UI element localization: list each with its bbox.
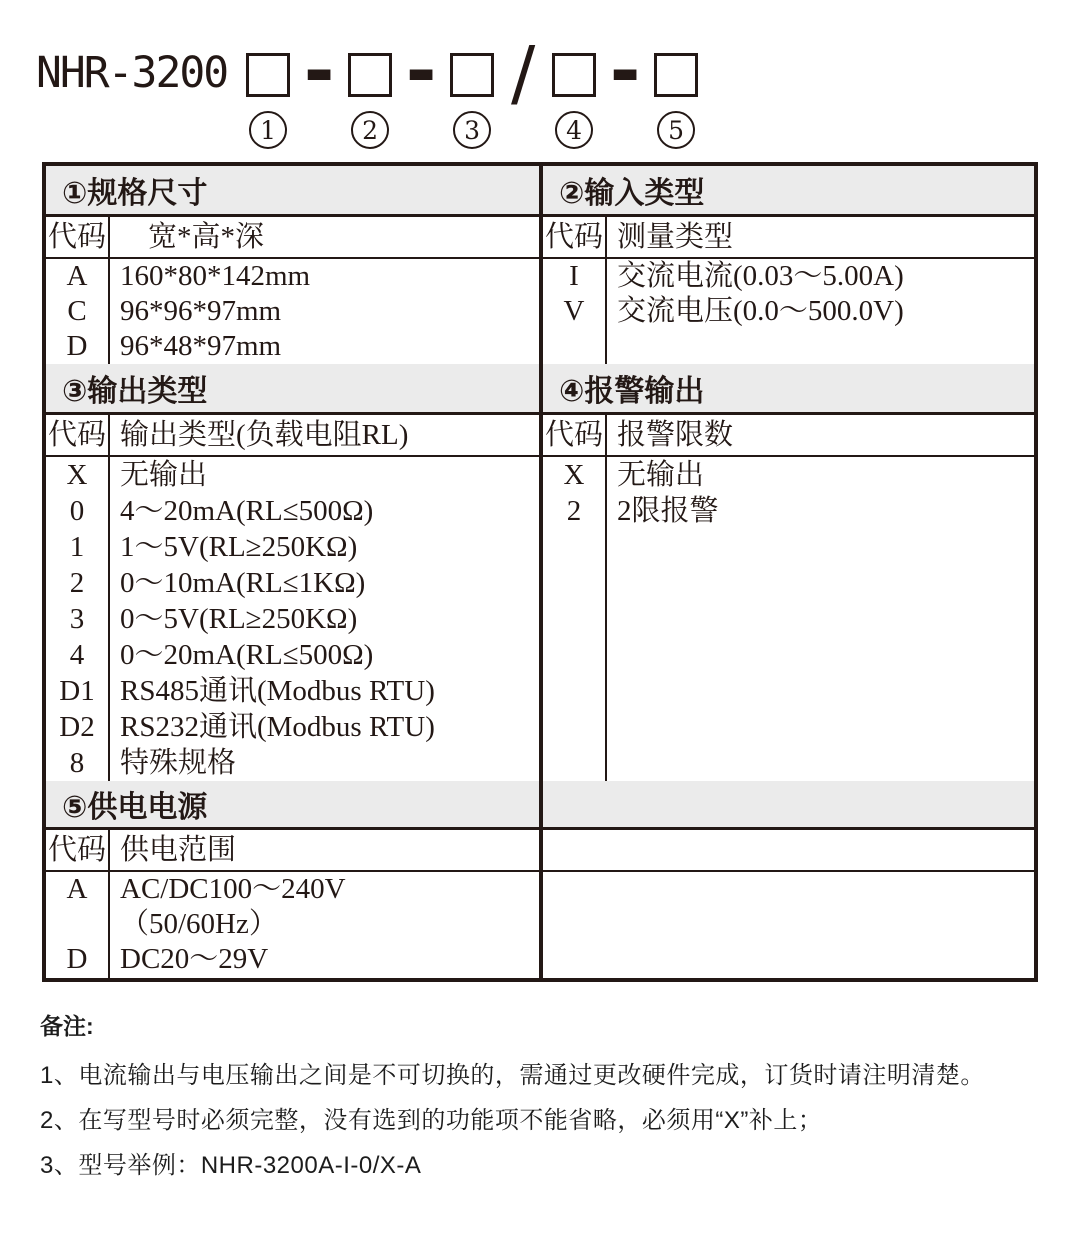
desc-cell: 4～20mA(RL≤500Ω) bbox=[120, 495, 374, 527]
notes-title: 备注: bbox=[40, 1013, 94, 1039]
spec-table bbox=[42, 162, 1038, 982]
data-block-2 bbox=[46, 457, 1034, 781]
empty-cell bbox=[543, 830, 1034, 870]
power-desc-column bbox=[110, 872, 539, 978]
model-code-box-2 bbox=[348, 53, 392, 97]
output-code-column bbox=[46, 457, 110, 781]
input-code-column bbox=[543, 259, 607, 364]
circled-number-1: 1 bbox=[249, 111, 287, 149]
dash-separator-1: - bbox=[303, 28, 335, 114]
model-slot-2 bbox=[347, 48, 393, 149]
size-header-cell: 宽*高*深 bbox=[148, 221, 265, 253]
note-item-2: 2、在写型号时必须完整，没有选到的功能项不能省略，必须用“X”补上； bbox=[40, 1107, 823, 1134]
desc-cell: RS485通讯(Modbus RTU) bbox=[120, 675, 435, 707]
circled-number-4: 4 bbox=[555, 111, 593, 149]
desc-cell: （50/60Hz） bbox=[120, 908, 278, 940]
code-cell: V bbox=[563, 295, 585, 327]
section-header-output: ③输出类型 bbox=[46, 364, 543, 412]
desc-cell: 无输出 bbox=[617, 459, 705, 491]
code-cell: D2 bbox=[59, 711, 95, 743]
section-header-row-3 bbox=[46, 781, 1034, 830]
model-slot-1 bbox=[245, 48, 291, 149]
slash-separator: / bbox=[510, 31, 536, 115]
code-cell: 2 bbox=[566, 495, 582, 527]
code-header-cell: 代码 bbox=[543, 217, 607, 257]
desc-cell: RS232通讯(Modbus RTU) bbox=[120, 711, 435, 743]
model-code-box-5 bbox=[654, 53, 698, 97]
circled-number-5: 5 bbox=[657, 111, 695, 149]
code-cell: D bbox=[66, 330, 88, 362]
circled-number-2: 2 bbox=[351, 111, 389, 149]
desc-cell: DC20～29V bbox=[120, 943, 269, 975]
data-block-1 bbox=[46, 259, 1034, 364]
model-slot-4 bbox=[551, 48, 597, 149]
desc-cell: 2限报警 bbox=[617, 495, 719, 527]
desc-cell: AC/DC100～240V bbox=[120, 873, 346, 905]
desc-cell: 1～5V(RL≥250KΩ) bbox=[120, 531, 358, 563]
alarm-code-column bbox=[543, 457, 607, 781]
power-range-header-cell: 供电范围 bbox=[120, 834, 237, 866]
measure-type-header-cell: 测量类型 bbox=[617, 221, 734, 253]
code-cell: 4 bbox=[69, 639, 85, 671]
desc-cell: 交流电压(0.0～500.0V) bbox=[617, 295, 904, 327]
desc-cell: 无输出 bbox=[120, 459, 208, 491]
output-desc-column bbox=[110, 457, 539, 781]
desc-cell: 160*80*142mm bbox=[120, 260, 311, 292]
column-header-row-2 bbox=[46, 415, 1034, 457]
model-code-box-4 bbox=[552, 53, 596, 97]
column-header-row-3 bbox=[46, 830, 1034, 872]
code-cell: 8 bbox=[69, 747, 85, 779]
code-header-cell: 代码 bbox=[46, 830, 110, 870]
model-code-box-3 bbox=[450, 53, 494, 97]
data-block-3 bbox=[46, 872, 1034, 978]
model-code-box-1 bbox=[246, 53, 290, 97]
code-cell: 2 bbox=[69, 567, 85, 599]
code-cell: 3 bbox=[69, 603, 85, 635]
circled-number-3: 3 bbox=[453, 111, 491, 149]
alarm-desc-column bbox=[607, 457, 1034, 781]
code-cell: X bbox=[563, 459, 585, 491]
section-header-alarm: ④报警输出 bbox=[543, 364, 1034, 412]
model-code-diagram bbox=[36, 28, 699, 149]
code-header-cell: 代码 bbox=[46, 415, 110, 455]
size-code-column bbox=[46, 259, 110, 364]
code-header-cell: 代码 bbox=[543, 415, 607, 455]
model-slot-3 bbox=[449, 48, 495, 149]
section-header-row-2 bbox=[46, 364, 1034, 415]
code-cell: 0 bbox=[69, 495, 85, 527]
code-cell: A bbox=[66, 873, 88, 905]
code-cell: D1 bbox=[59, 675, 95, 707]
alarm-limit-header-cell: 报警限数 bbox=[617, 419, 734, 451]
model-prefix: NHR-3200 bbox=[36, 48, 228, 98]
code-cell: I bbox=[569, 260, 579, 292]
note-item-1: 1、电流输出与电压输出之间是不可切换的，需通过更改硬件完成，订货时请注明清楚。 bbox=[40, 1062, 985, 1089]
notes-section bbox=[40, 1008, 1050, 1196]
section-header-power: ⑤供电电源 bbox=[46, 781, 543, 827]
empty-cell bbox=[543, 872, 1034, 978]
section-header-empty bbox=[543, 781, 1034, 827]
desc-cell: 0～20mA(RL≤500Ω) bbox=[120, 639, 374, 671]
output-type-header-cell: 输出类型(负载电阻RL) bbox=[120, 419, 409, 451]
dash-separator-2: - bbox=[405, 28, 437, 114]
note-item-3: 3、型号举例：NHR-3200A-I-0/X-A bbox=[40, 1152, 422, 1179]
section-header-input: ②输入类型 bbox=[543, 166, 1034, 214]
code-cell: D bbox=[66, 943, 88, 975]
column-header-row-1 bbox=[46, 217, 1034, 259]
desc-cell: 0～5V(RL≥250KΩ) bbox=[120, 603, 358, 635]
code-cell: C bbox=[67, 295, 87, 327]
code-header-cell: 代码 bbox=[46, 217, 110, 257]
section-header-size: ①规格尺寸 bbox=[46, 166, 543, 214]
desc-cell: 96*96*97mm bbox=[120, 295, 282, 327]
code-cell: A bbox=[66, 260, 88, 292]
dash-separator-3: - bbox=[609, 28, 641, 114]
power-code-column bbox=[46, 872, 110, 978]
input-desc-column bbox=[607, 259, 1034, 364]
desc-cell: 交流电流(0.03～5.00A) bbox=[617, 260, 904, 292]
desc-cell: 特殊规格 bbox=[120, 747, 237, 779]
desc-cell: 96*48*97mm bbox=[120, 330, 282, 362]
model-slot-5 bbox=[653, 48, 699, 149]
size-desc-column bbox=[110, 259, 539, 364]
desc-cell: 0～10mA(RL≤1KΩ) bbox=[120, 567, 366, 599]
code-cell: 1 bbox=[69, 531, 85, 563]
section-header-row-1 bbox=[46, 166, 1034, 217]
code-cell: X bbox=[66, 459, 88, 491]
